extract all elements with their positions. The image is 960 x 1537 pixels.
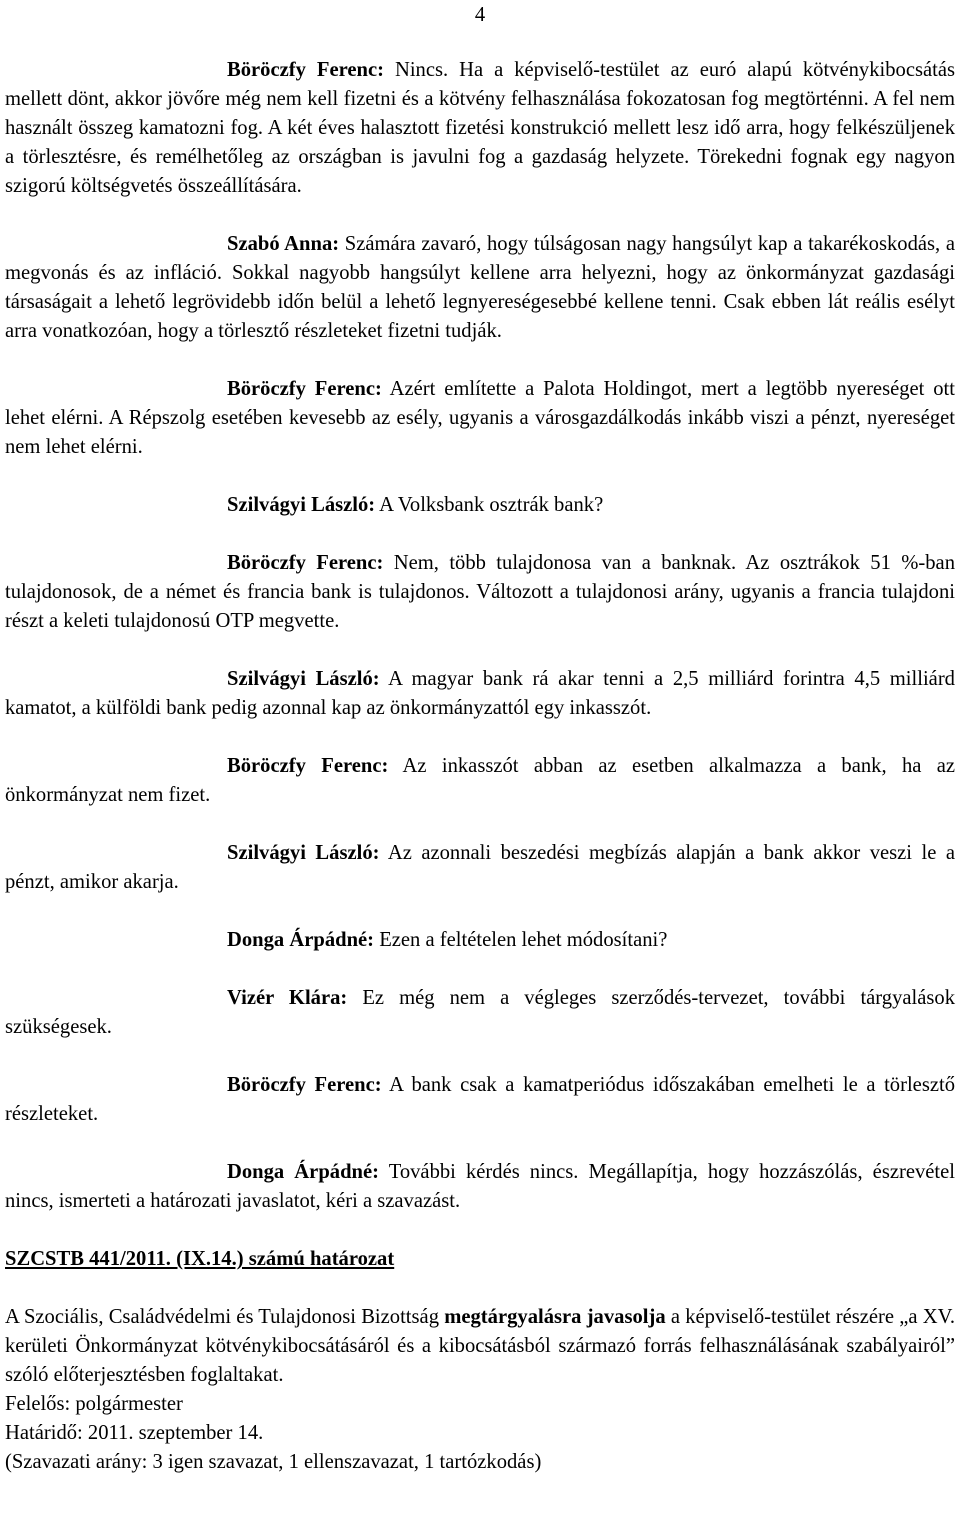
speech-paragraph bbox=[5, 491, 955, 520]
speaker-name: Böröczfy Ferenc: bbox=[227, 552, 384, 574]
speaker-name: Szabó Anna: bbox=[227, 233, 340, 255]
speech-text: A Volksbank osztrák bank? bbox=[375, 494, 604, 516]
speaker-name: Szilvágyi László: bbox=[227, 668, 380, 690]
speaker-name: Donga Árpádné: bbox=[227, 1161, 379, 1183]
resolution-title: SZCSTB 441/2011. (IX.14.) számú határozat bbox=[5, 1248, 395, 1270]
speaker-name: Donga Árpádné: bbox=[227, 929, 375, 951]
resolution-responsible: Felelős: polgármester bbox=[5, 1393, 183, 1415]
speech-text: Az azonnali beszedési megbízás alapján a bank akkor veszi le a pénzt, amikor akarja. bbox=[5, 842, 955, 893]
speech-paragraph bbox=[5, 665, 955, 723]
speech-paragraph bbox=[5, 230, 955, 346]
speaker-name: Böröczfy Ferenc: bbox=[227, 1074, 382, 1096]
speaker-name: Böröczfy Ferenc: bbox=[227, 755, 389, 777]
resolution-text-before: A Szociális, Családvédelmi és Tulajdonosi Bizottság bbox=[5, 1306, 445, 1328]
resolution-vote: (Szavazati arány: 3 igen szavazat, 1 ellenszavazat, 1 tartózkodás) bbox=[5, 1451, 542, 1473]
speaker-name: Szilvágyi László: bbox=[227, 494, 376, 516]
speech-text: Azért említette a Palota Holdingot, mert a legtöbb nyereséget ott lehet elérni. A Répszolg esetében kevesebb az esély, ugyanis a városgazdálkodás inkább viszi a pénzt, nyereséget nem lehet elérni. bbox=[5, 378, 955, 458]
document-body bbox=[5, 56, 955, 1477]
speech-text: Ezen a feltételen lehet módosítani? bbox=[374, 929, 668, 951]
speech-paragraph bbox=[5, 984, 955, 1042]
speech-text: További kérdés nincs. Megállapítja, hogy hozzászólás, észrevétel nincs, ismerteti a határozati javaslatot, kéri a szavazást. bbox=[5, 1161, 955, 1212]
speaker-name: Böröczfy Ferenc: bbox=[227, 59, 384, 81]
page-number: 4 bbox=[474, 4, 486, 26]
speech-text: Nem, több tulajdonosa van a banknak. Az osztrákok 51 %-ban tulajdonosok, de a német és francia bank is tulajdonos. Változott a tulajdonosi arány, ugyanis a francia tulajdoni részt a keleti tulajdonosú OTP megvette. bbox=[5, 552, 955, 632]
speech-text: Nincs. Ha a képviselő-testület az euró alapú kötvénykibocsátás mellett dönt, akkor jövőre még nem kell fizetni és a kötvény felhasználása fokozatosan fog megtörténni. A fel nem használt összeg kamatozni fog. A két éves halasztott fizetési konstrukció mellett lesz idő arra, hogy felkészüljenek a törlesztésre, és remélhetőleg az országban is javulni fog a gazdaság helyzete. Törekedni fognak egy nagyon szigorú költségvetés összeállítására. bbox=[5, 59, 955, 197]
speech-paragraph bbox=[5, 926, 955, 955]
speech-paragraph bbox=[5, 375, 955, 462]
speech-paragraph bbox=[5, 839, 955, 897]
speech-text: A magyar bank rá akar tenni a 2,5 milliárd forintra 4,5 milliárd kamatot, a külföldi bank pedig azonnal kap az önkormányzattól egy inkasszót. bbox=[5, 668, 955, 719]
resolution-text-bold: megtárgyalásra javasolja bbox=[444, 1306, 666, 1328]
speech-text: Ez még nem a végleges szerződés-tervezet, további tárgyalások szükségesek. bbox=[5, 987, 955, 1038]
speaker-name: Böröczfy Ferenc: bbox=[227, 378, 382, 400]
speaker-name: Szilvágyi László: bbox=[227, 842, 380, 864]
resolution-deadline: Határidő: 2011. szeptember 14. bbox=[5, 1422, 264, 1444]
speech-paragraph bbox=[5, 752, 955, 810]
speech-paragraph bbox=[5, 56, 955, 201]
speech-text: A bank csak a kamatperiódus időszakában emelheti le a törlesztő részleteket. bbox=[5, 1074, 955, 1125]
speech-text: Számára zavaró, hogy túlságosan nagy hangsúlyt kap a takarékoskodás, a megvonás és az infláció. Sokkal nagyobb hangsúlyt kellene arra helyezni, hogy az önkormányzat gazdasági társaságait a lehető legrövidebb időn belül a lehető legnyereségesebbé kellene tenni. Csak ebben lát reális esélyt arra vonatkozóan, hogy a törlesztő részleteket fizetni tudják. bbox=[5, 233, 955, 342]
speaker-name: Vizér Klára: bbox=[227, 987, 348, 1009]
speech-paragraph bbox=[5, 1158, 955, 1216]
speech-text: Az inkasszót abban az esetben alkalmazza a bank, ha az önkormányzat nem fizet. bbox=[5, 755, 955, 806]
resolution-text-after: a képviselő-testület részére „a XV. kerületi Önkormányzat kötvénykibocsátásáról és a kibocsátásból származó forrás felhasználásának szabályairól” szóló előterjesztésben foglaltakat. bbox=[5, 1306, 955, 1386]
speech-paragraph bbox=[5, 1071, 955, 1129]
resolution-text bbox=[5, 1303, 955, 1390]
speech-paragraph bbox=[5, 549, 955, 636]
